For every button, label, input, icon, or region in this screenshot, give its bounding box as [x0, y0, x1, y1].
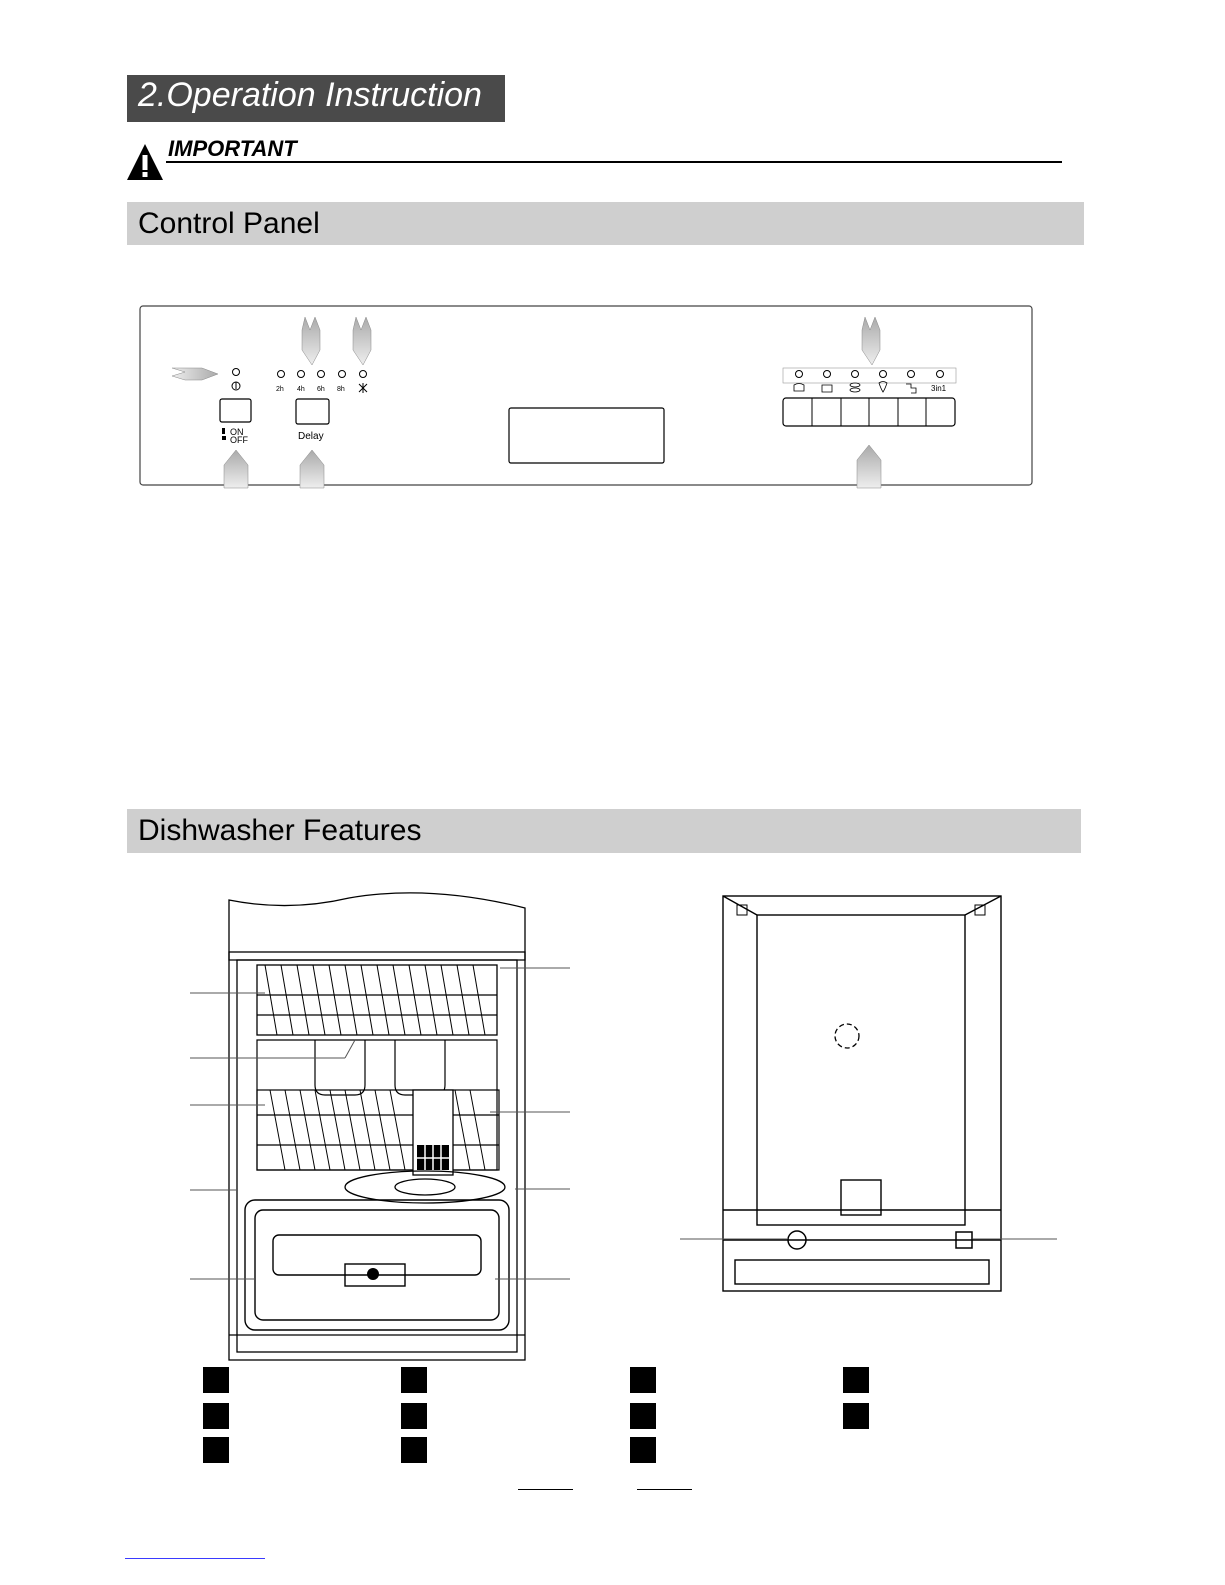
legend-marker: [843, 1367, 869, 1393]
dishwasher-front-view: [185, 890, 575, 1365]
legend-marker: [203, 1403, 229, 1429]
delay-option-8h: 8h: [337, 386, 345, 393]
legend-marker: [843, 1403, 869, 1429]
warning-icon: [125, 142, 165, 182]
caption-rule: [637, 1489, 692, 1490]
power-off-label: OFF: [230, 435, 248, 445]
section-title-control-panel: Control Panel: [138, 207, 320, 240]
power-button[interactable]: [220, 399, 251, 422]
control-panel-diagram: [138, 305, 1035, 490]
important-rule: [166, 161, 1062, 163]
delay-option-2h: 2h: [276, 386, 284, 393]
important-label: IMPORTANT: [168, 136, 297, 161]
delay-option-6h: 6h: [317, 386, 325, 393]
delay-label: Delay: [298, 431, 324, 442]
delay-option-4h: 4h: [297, 386, 305, 393]
legend-marker: [203, 1367, 229, 1393]
legend-marker: [401, 1437, 427, 1463]
delay-button[interactable]: [296, 399, 329, 424]
page-title: 2.Operation Instruction: [138, 76, 482, 114]
footer-rule: [125, 1558, 265, 1559]
legend-marker: [630, 1437, 656, 1463]
legend-marker: [630, 1403, 656, 1429]
display-window: [509, 408, 664, 463]
dishwasher-back-view: [675, 890, 1065, 1300]
legend-marker: [401, 1367, 427, 1393]
program-buttons: [783, 398, 955, 426]
section-title-dishwasher-features: Dishwasher Features: [138, 814, 422, 847]
caption-rule: [518, 1489, 573, 1490]
program-3in1-label: 3in1: [931, 384, 947, 393]
legend-marker: [630, 1367, 656, 1393]
legend-marker: [203, 1437, 229, 1463]
legend-marker: [401, 1403, 427, 1429]
power-on-label: ON: [230, 427, 244, 437]
